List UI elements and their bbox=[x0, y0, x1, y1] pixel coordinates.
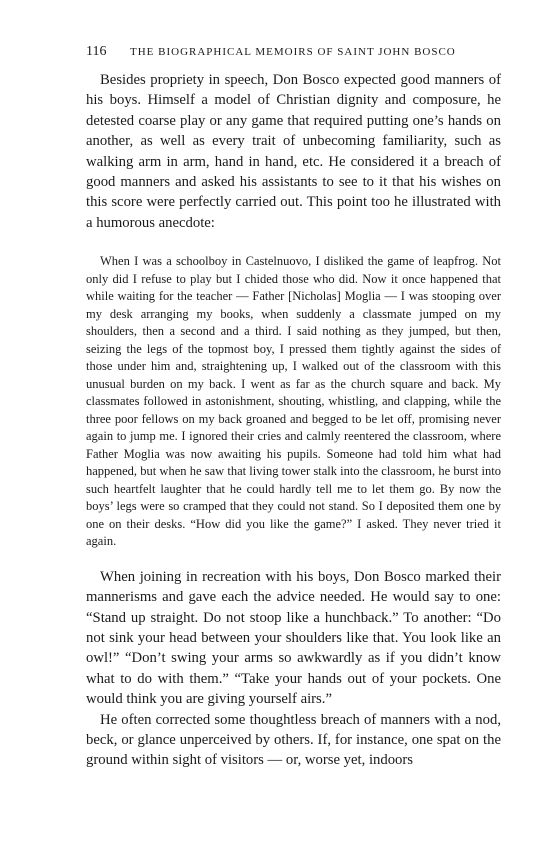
running-head: THE BIOGRAPHICAL MEMOIRS OF SAINT JOHN BOSCO bbox=[130, 46, 456, 58]
paragraph-recreation-advice: When joining in recreation with his boys, Don Bosco marked their mannerisms and gave each the advice needed. He would say to one: “Stand up straight. Do not stoop like a hunchback.” To another: “Do not sink your head between your shoulders like that. You look like an owl!” “Don’t swing your arms so awkwardly as if you didn’t know what to do with them.” “Take your hands out of your pockets. One would think you are giving yourself airs.” bbox=[86, 568, 501, 708]
anecdote-quote: When I was a schoolboy in Castelnuovo, I disliked the game of leapfrog. Not only did I refuse to play but I chided those who did. Now it once happened that while waiting for the teacher — Father [Nicholas] Moglia — I was stooping over my desk arranging my books, when suddenly a classmate jumped on my shoulders, then a second and a third. I said nothing as they jumped, but then, seizing the legs of the topmost boy, I pressed them tightly against the sides of those under him and, straightening up, I walked out of the classroom with this unusual burden on my back. I went as far as the church square and back. My classmates followed in astonishment, shouting, whistling, and clapping, while the three poor fellows on my back groaned and begged to be let off, promising never again to jump me. I ignored their cries and calmly reentered the classroom, where Father Moglia was now awaiting his pupils. Someone had told him what had happened, but when he saw that living tower stalk into the classroom, he burst into such heartfelt laughter that he could hardly tell me to let them go. By now the boys’ legs were so cramped that they could not stand. So I deposited them one by one on their desks. “How did you like the game?” I asked. They never tried it again. bbox=[86, 254, 501, 549]
paragraph-corrections: He often corrected some thoughtless breach of manners with a nod, beck, or glance unperceived by others. If, for instance, one spat on the ground within sight of visitors — or, worse yet, indoors bbox=[86, 711, 501, 769]
page-number: 116 bbox=[86, 44, 107, 59]
page-header bbox=[86, 44, 501, 66]
book-page bbox=[86, 44, 501, 771]
paragraph-good-manners: Besides propriety in speech, Don Bosco expected good manners of his boys. Himself a model of Christian dignity and composure, he detested coarse play or any game that required putting one’s hands on another, as well as every trait of unbecoming familiarity, such as walking arm in arm, hand in hand, etc. He considered it a breach of good manners and asked his assistants to see to it that his wishes on this score were perfectly carried out. This point too he illustrated with a humorous anecdote: bbox=[86, 72, 501, 231]
